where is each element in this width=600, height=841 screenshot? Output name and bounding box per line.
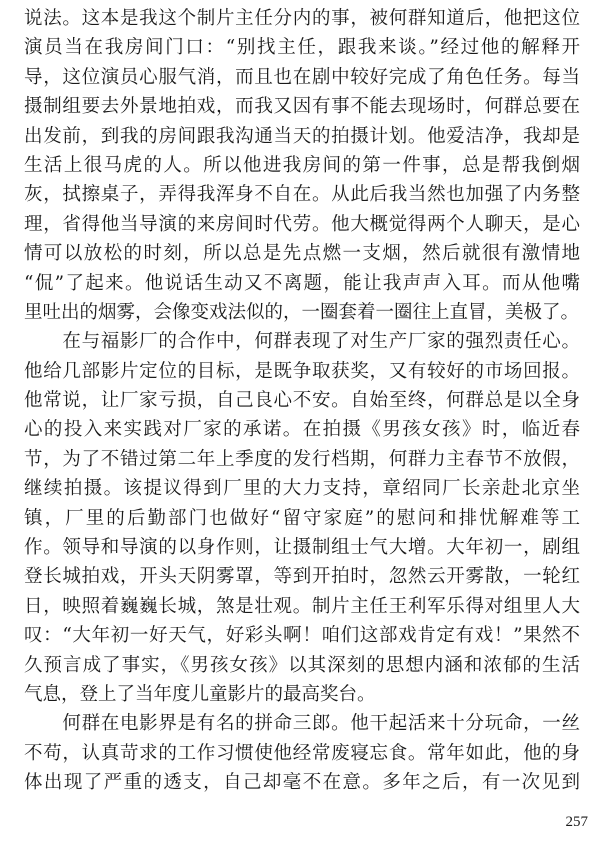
text-line: 节，为了不错过第二年上季度的发行档期，何群力主春节不放假， (24, 448, 580, 470)
text-line: 他常说，让厂家亏损，自己良心不安。自始至终，何群总是以全身 (24, 390, 580, 412)
text-line: 说法。这本是我这个制片主任分内的事，被何群知道后，他把这位 (24, 8, 580, 29)
text-line: 出发前，到我的房间跟我沟通当天的拍摄计划。他爱洁净，我却是 (24, 125, 580, 147)
text-line: 生活上很马虎的人。所以他进我房间的第一件事，总是帮我倒烟 (24, 154, 580, 176)
text-line: 不苟，认真苛求的工作习惯使他经常废寝忘食。常年如此，他的身 (24, 742, 580, 764)
text-line: 摄制组要去外景地拍戏，而我又因有事不能去现场时，何群总要在 (24, 96, 580, 118)
text-line: 灰，拭擦桌子，弄得我浑身不自在。从此后我当然也加强了内务整 (24, 184, 580, 206)
text-line: 日，映照着巍巍长城，煞是壮观。制片主任王利军乐得对组里人大 (24, 595, 580, 617)
body-text (24, 4, 580, 798)
text-line: 镇，厂里的后勤部门也做好“留守家庭”的慰问和排忧解难等工 (24, 507, 580, 529)
page-number: 257 (565, 814, 588, 830)
text-line: 继续拍摄。该提议得到厂里的大力支持，章绍同厂长亲赴北京坐 (24, 478, 580, 500)
text-line: 里吐出的烟雾，会像变戏法似的，一圈套着一圈往上直冒，美极了。 (24, 301, 580, 323)
text-line: “侃”了起来。他说话生动又不离题，能让我声声入耳。而从他嘴 (24, 272, 580, 294)
text-line: 在与福影厂的合作中，何群表现了对生产厂家的强烈责任心。 (24, 331, 580, 353)
text-line: 作。领导和导演的以身作则，让摄制组士气大增。大年初一，剧组 (24, 537, 580, 559)
text-line: 心的投入来实践对厂家的承诺。在拍摄《男孩女孩》时，临近春 (24, 419, 580, 441)
text-line: 情可以放松的时刻，所以总是先点燃一支烟，然后就很有激情地 (24, 243, 580, 265)
text-line: 叹：“大年初一好天气，好彩头啊！咱们这部戏肯定有戏！”果然不 (24, 625, 580, 647)
text-line: 体出现了严重的透支，自己却毫不在意。多年之后，有一次见到 (24, 772, 580, 794)
text-line: 气息，登上了当年度儿童影片的最高奖台。 (24, 683, 376, 705)
text-line: 他给几部影片定位的目标，是既争取获奖，又有较好的市场回报。 (24, 360, 580, 382)
text-line: 登长城拍戏，开头天阴雾罩，等到开拍时，忽然云开雾散，一轮红 (24, 566, 580, 588)
text-line: 理，省得他当导演的来房间时代劳。他大概觉得两个人聊天，是心 (24, 213, 580, 235)
text-line: 导，这位演员心服气消，而且也在剧中较好完成了角色任务。每当 (24, 66, 580, 88)
text-line: 演员当在我房间门口：“别找主任，跟我来谈。”经过他的解释开 (24, 37, 580, 59)
text-line: 久预言成了事实，《男孩女孩》以其深刻的思想内涵和浓郁的生活 (24, 654, 580, 676)
text-line: 何群在电影界是有名的拼命三郎。他干起活来十分玩命，一丝 (24, 713, 580, 735)
